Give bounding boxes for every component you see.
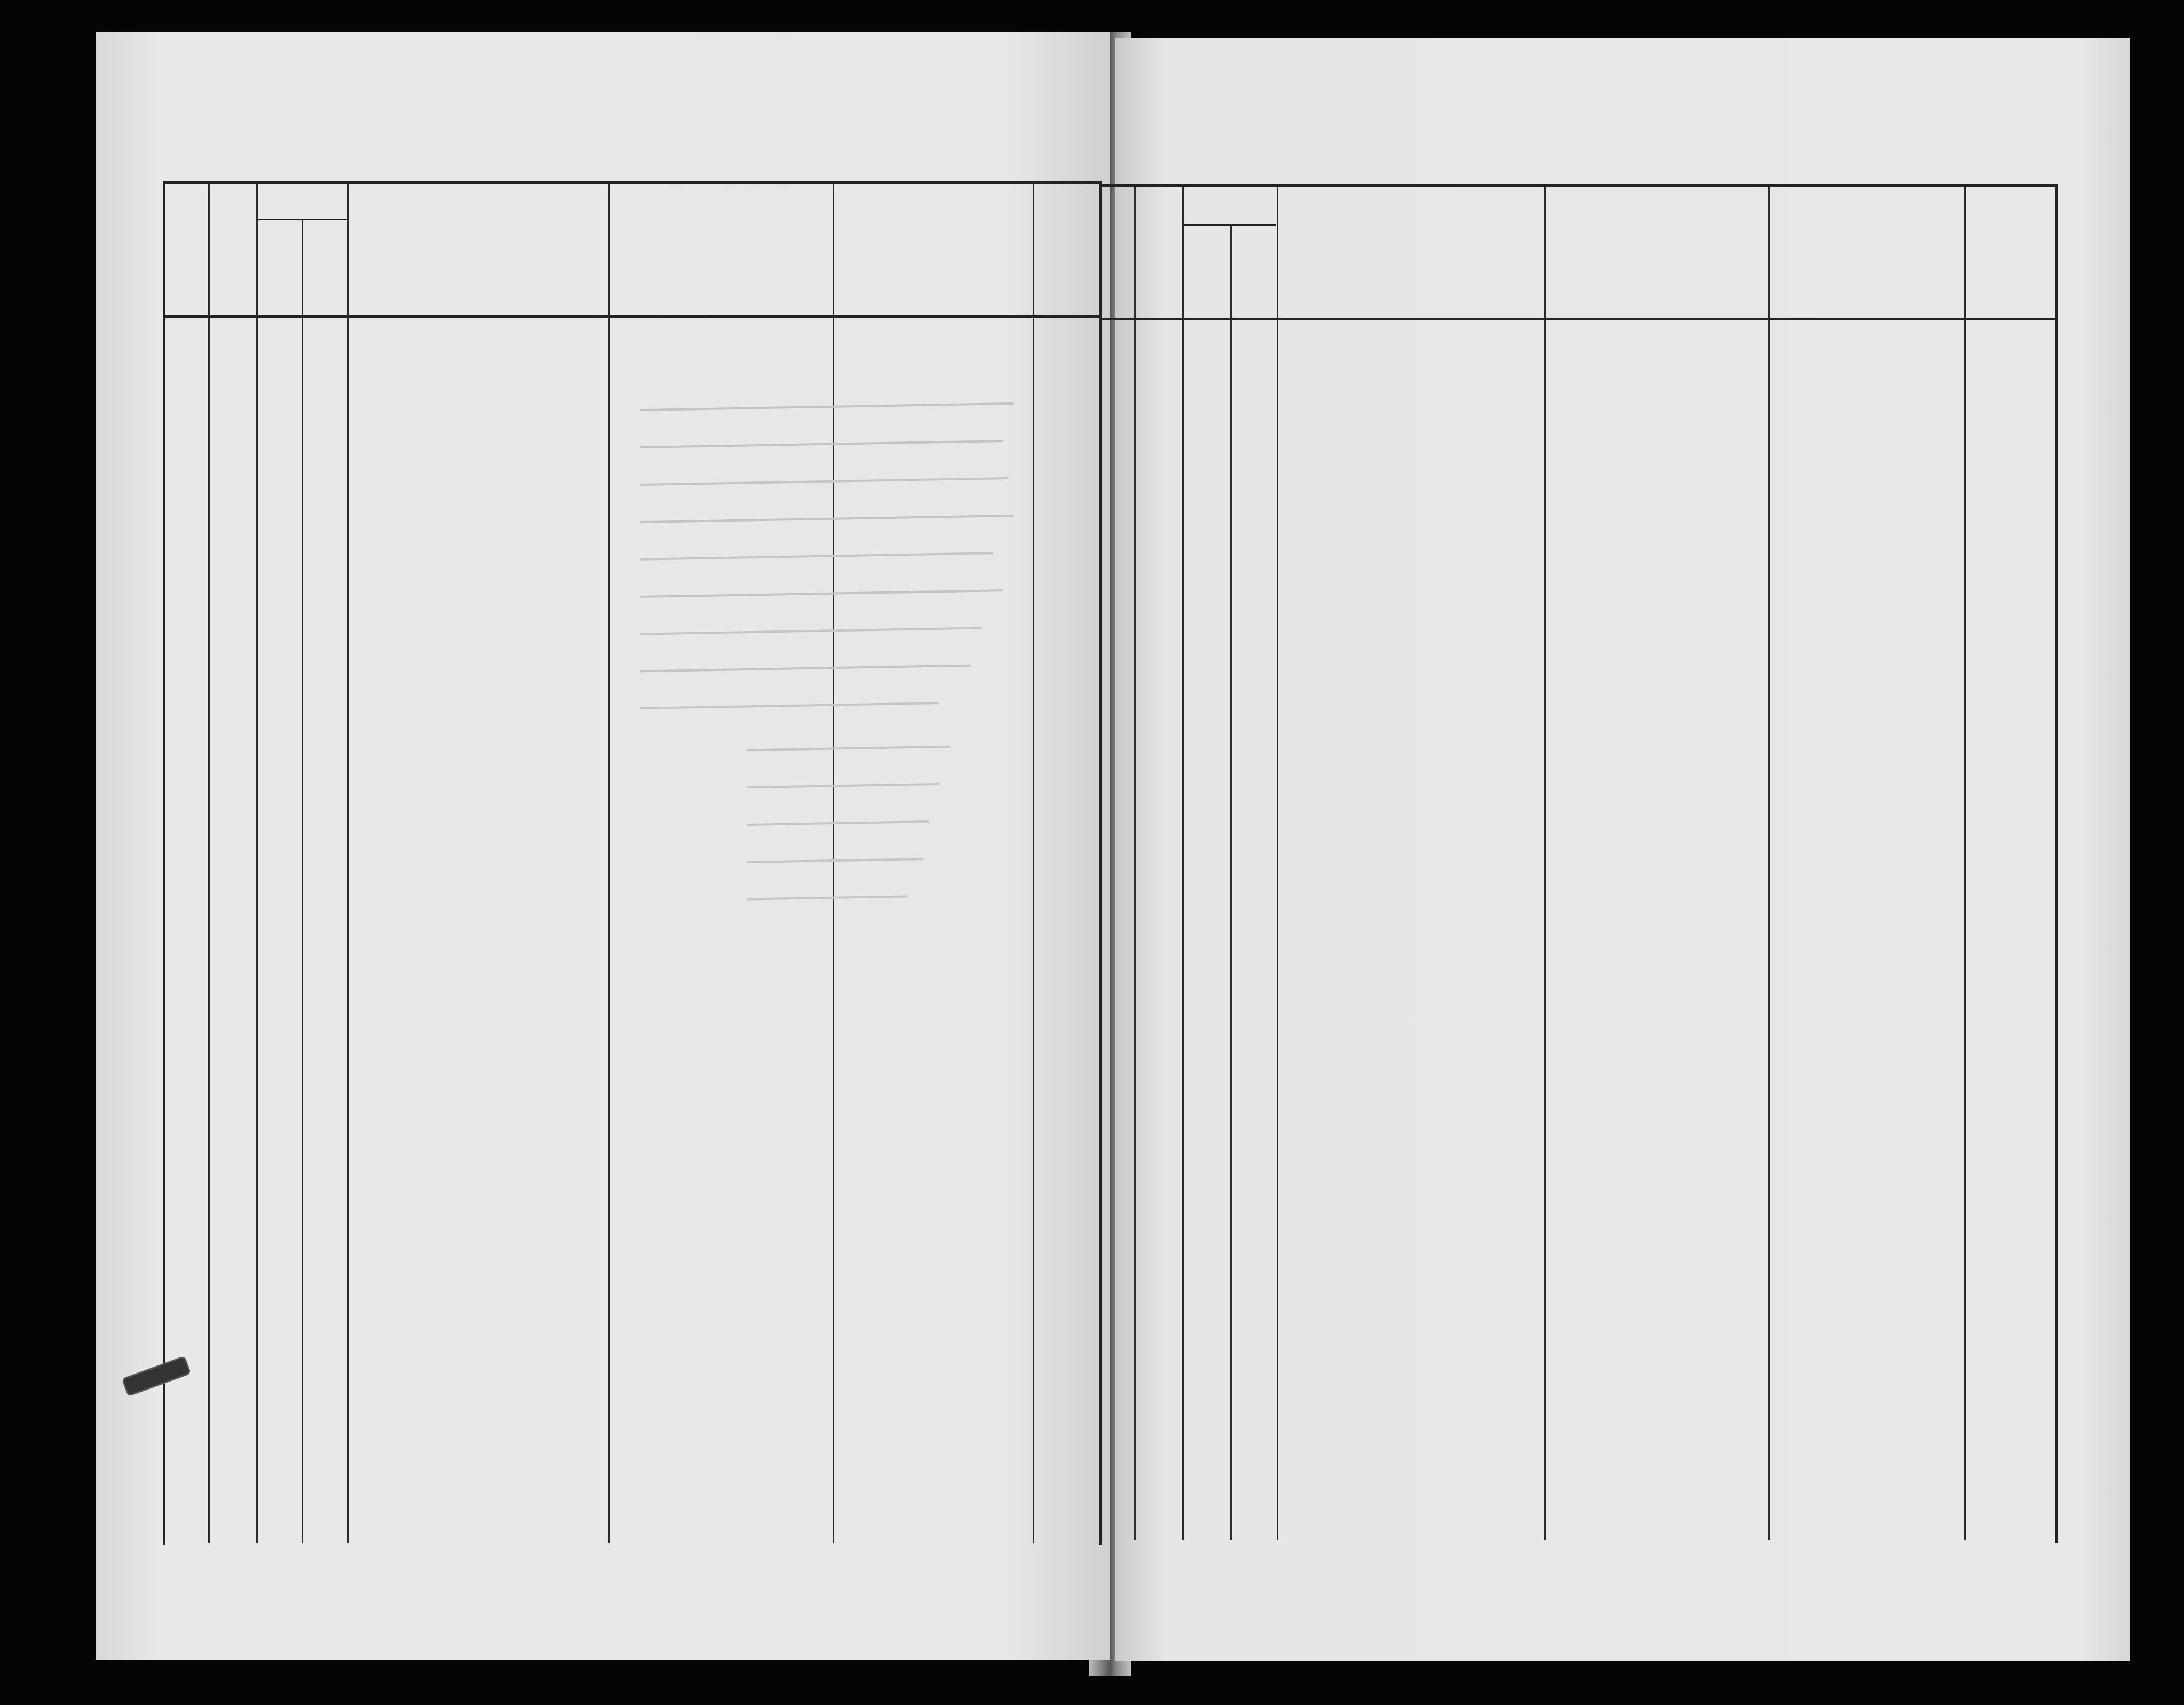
left-col-surname-header (170, 214, 204, 304)
left-header-divider (163, 315, 1099, 318)
left-col-birth-header (270, 230, 291, 310)
right-col-birth-header (1196, 235, 1217, 312)
left-register-table (163, 181, 1102, 1545)
right-date-subdivider (1182, 224, 1276, 226)
right-register-table (1099, 184, 2058, 1543)
right-col-surname-header (1104, 214, 1131, 304)
left-col-baptism-header (315, 230, 336, 310)
right-col-baptism-header (1244, 235, 1265, 312)
right-header-divider (1099, 318, 2055, 320)
